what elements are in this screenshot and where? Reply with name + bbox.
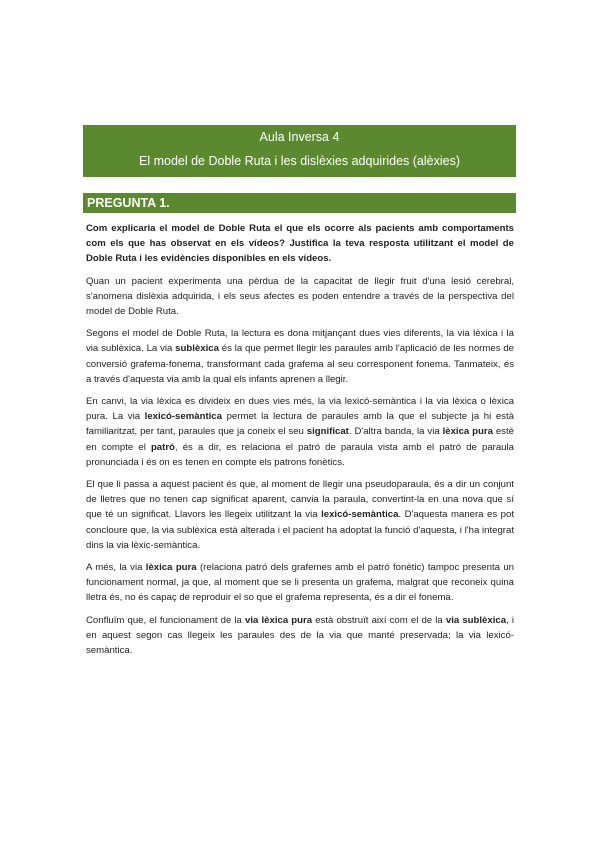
bold-term: patró	[150, 441, 175, 453]
text-run: permet la lectura de paraules amb la que el subjecte ja hi està familiaritzat, per tant, paraules que ja coneix el seu	[86, 411, 514, 438]
text-run: (relaciona patró dels grafemes amb el patró fonètic) tampoc presenta un funcionament normal, ja que, al moment que se li presenta un grafema, malgrat que reconeix quina lletra és, no és capaç de reproduir el so que el grafema representa, és a dir el fonema.	[86, 562, 514, 604]
question-text: Com explicaria el model de Doble Ruta el que els ocorre als pacients amb comportaments com els que has observat en els vídeos? Justifica la teva resposta utilitzant el model de Doble Ruta i les evidències disponibles en els vídeos.	[86, 223, 514, 265]
paragraph-6	[86, 613, 514, 659]
text-run: A més, la via	[86, 562, 146, 574]
paragraph-1: Quan un pacient experimenta una pèrdua de la capacitat de llegir fruit d'una lesió cerebral, s'anomena dislèxia adquirida, i els seus afectes es poden entendre a través de la perspectiva del model de Doble Ruta.	[86, 275, 514, 318]
paragraph-5	[86, 560, 514, 606]
text-run: està obstruït així com el de la	[312, 614, 446, 626]
text-run: El que li passa a aquest pacient és que, al moment de llegir una pseudoparaula, és a dir un conjunt de lletres que no tenen cap significat aparent, canvia la paraula, convertint-la en una nova que sí que té un significat. Llavors les llegeix utilitzant la via	[86, 479, 514, 521]
bold-term: lexicó-semàntica	[144, 411, 222, 423]
text-run: esté en compte el	[86, 426, 514, 453]
text-run: . D'aquesta manera es pot concloure que, la via sublèxica està alterada i el pacient ha adoptat la funció d'aquesta, i l'ha integrat dins la via lèxic-semàntica.	[86, 509, 515, 551]
bold-term: lèxica pura	[442, 426, 493, 438]
text-run: , és a dir, es relaciona el patró de paraula vista amb el patró de paraula pronunciada i és on es tenen en compte els patrons fonètics.	[86, 441, 514, 468]
bold-term: via lèxica pura	[245, 614, 313, 626]
bold-term: via sublèxica	[445, 614, 507, 626]
section-heading: PREGUNTA 1.	[83, 193, 516, 213]
paragraph-3	[86, 394, 514, 470]
paragraph-2	[86, 326, 514, 387]
text-run: Segons el model de Doble Ruta, la lectura es dona mitjançant dues vies diferents, la via lèxica i la via sublèxica. La via	[86, 328, 514, 355]
bold-term: lèxica pura	[145, 562, 197, 574]
text-run: , i en aquest segon cas llegeix les paraules des de la via que manté preservada; la via lexicó-semàntica.	[86, 614, 514, 657]
document-title: Aula Inversa 4	[259, 130, 340, 144]
document-subtitle: El model de Doble Ruta i les dislèxies adquirides (alèxies)	[139, 154, 460, 168]
paragraph-4	[86, 477, 514, 553]
bold-term: lexicó-semàntica	[321, 509, 399, 521]
text-run: . D'altra banda, la via	[348, 426, 443, 438]
text-run: és la que permet llegir les paraules amb l'aplicació de les normes de conversió grafema-fonema, transformant cada grafema al seu corresponent fonema. Tanmateix, és a través d'aquesta via amb la qual els infants aprenen a llegir.	[86, 343, 514, 385]
bold-term: sublèxica	[175, 343, 219, 355]
text-run: Confluïm que, el funcionament de la	[86, 614, 246, 626]
text-run: En canvi, la via lèxica es divideix en dues vies més, la via lexicó-semàntica i la via lèxica o lèxica pura. La via	[86, 396, 514, 423]
bold-term: significat	[306, 426, 349, 438]
body-text	[86, 221, 514, 665]
title-banner	[83, 125, 516, 177]
